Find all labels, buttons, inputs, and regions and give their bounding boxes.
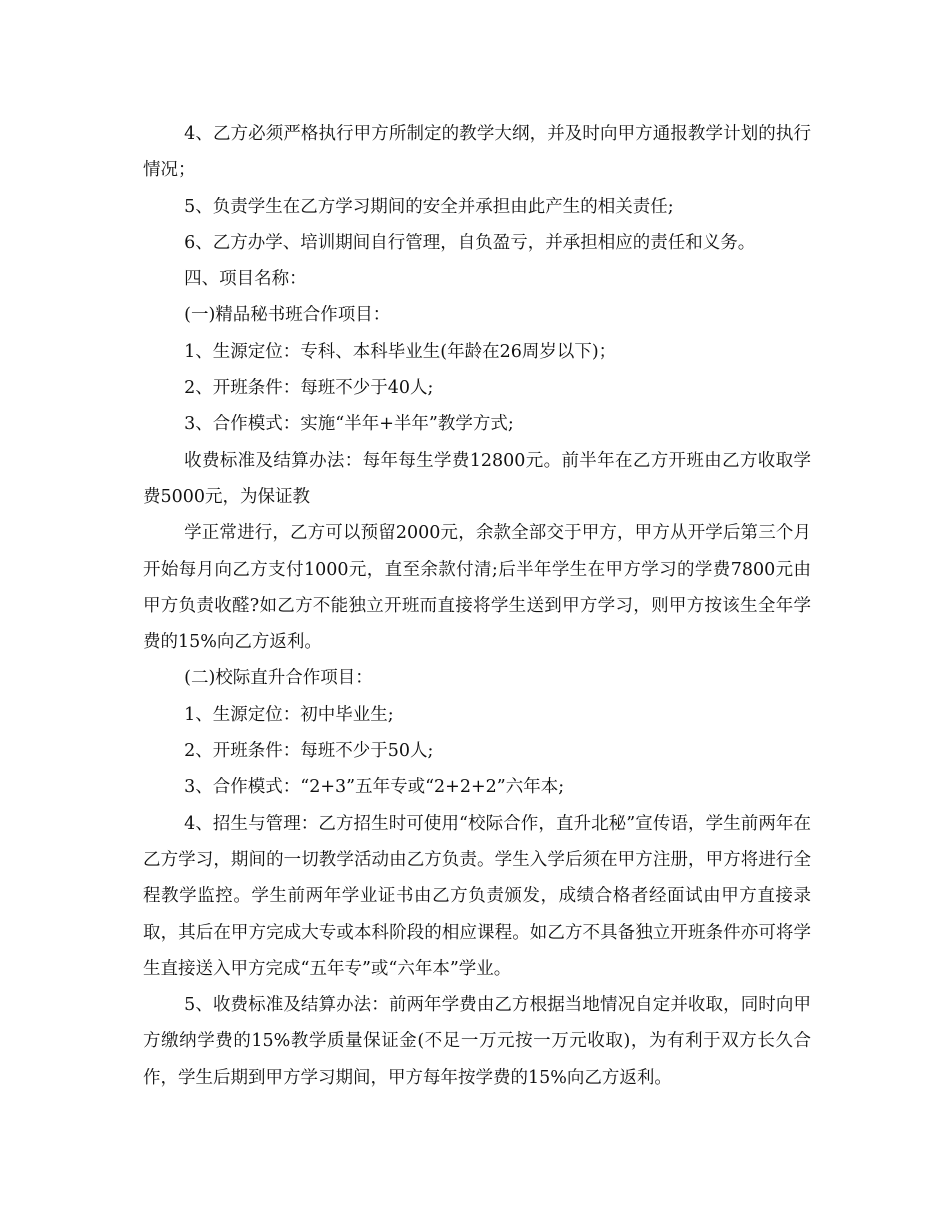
paragraph-self-management: 6、乙方办学、培训期间自行管理，自负盈亏，并承担相应的责任和义务。	[184, 232, 756, 253]
paragraph-teaching-plan: 4、乙方必须严格执行甲方所制定的教学大纲，并及时向甲方通报教学计划的执行情况；	[143, 124, 811, 181]
paragraph-fee-standard-1: 收费标准及结算办法：每年每生学费12800元。前半年在乙方开班由乙方收取学费5000元，为保证教	[143, 450, 811, 507]
paragraph-enrollment-management: 4、招生与管理：乙方招生时可使用“校际合作，直升北秘”宣传语，学生前两年在乙方学习，期间的一切教学活动由乙方负责。学生入学后须在甲方注册，甲方将进行全程教学监控。学生前两年学业证书由乙方负责颁发，成绩合格者经面试由甲方直接录取，其后在甲方完成大专或本科阶段的相应课程。如乙方不具备独立开班条件亦可将学生直接送入甲方完成“五年专”或“六年本”学业。	[143, 813, 811, 979]
paragraph-safety: 5、负责学生在乙方学习期间的安全并承担由此产生的相关责任;	[184, 196, 674, 217]
paragraph-student-source-1: 1、生源定位：专科、本科毕业生(年龄在26周岁以下)；	[184, 341, 617, 362]
subheading-secretary-class: (一)精品秘书班合作项目：	[184, 305, 391, 326]
paragraph-fee-settlement-2: 5、收费标准及结算办法：前两年学费由乙方根据当地情况自定并收取，同时向甲方缴纳学费的15%教学质量保证金(不足一万元按一万元收取)，为有利于双方长久合作，学生后期到甲方学习期间，甲方每年按学费的15%向乙方返利。	[143, 995, 811, 1088]
paragraph-cooperation-mode-1: 3、合作模式：实施“半年+半年”教学方式;	[184, 414, 514, 435]
paragraph-class-condition-1: 2、开班条件：每班不少于40人;	[184, 378, 434, 399]
subheading-direct-promotion: (二)校际直升合作项目：	[184, 668, 373, 689]
section-heading-project-names: 四、项目名称：	[184, 269, 307, 290]
paragraph-class-condition-2: 2、开班条件：每班不少于50人;	[184, 741, 434, 762]
paragraph-fee-settlement-1: 学正常进行，乙方可以预留2000元，余款全部交于甲方，甲方从开学后第三个月开始每月向乙方支付1000元，直至余款付清;后半年学生在甲方学习的学费7800元由甲方负责收醛?如乙方不能独立开班而直接将学生送到甲方学习，则甲方按该生全年学费的15%向乙方返利。	[143, 523, 811, 653]
document-body	[143, 116, 811, 1096]
paragraph-cooperation-mode-2: 3、合作模式：“2+3”五年专或“2+2+2”六年本;	[184, 777, 565, 798]
paragraph-student-source-2: 1、生源定位：初中毕业生;	[184, 704, 394, 725]
